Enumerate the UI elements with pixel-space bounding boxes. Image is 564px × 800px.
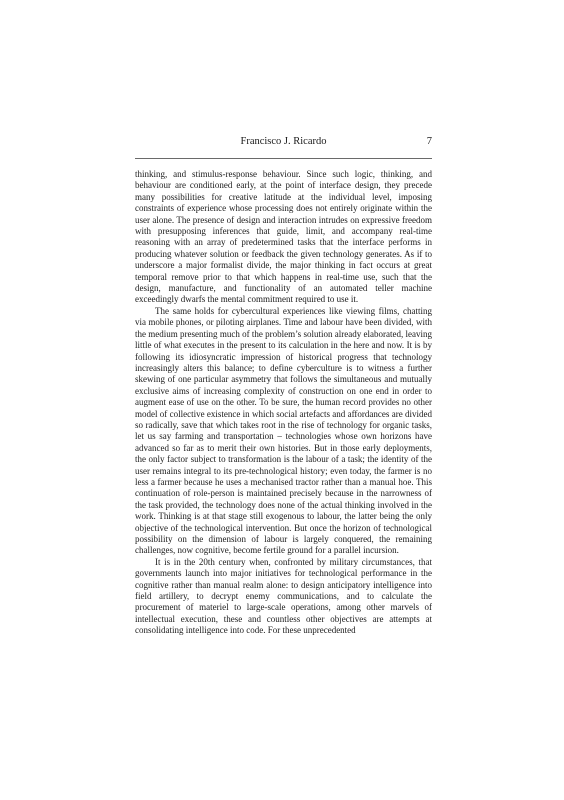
body-text	[135, 169, 432, 637]
paragraph-3: It is in the 20th century when, confronted by military circumstances, that governments launch into major initiatives for technological performance in the cognitive rather than manual realm alone: to design anticipatory intelligence into field artillery, to decrypt enemy communications, and to calculate the procurement of materiel to large-scale operations, among other marvels of intellectual execution, these and countless other objectives are attempts at consolidating intelligence into code. For these unprecedented	[135, 556, 432, 636]
header-author: Francisco J. Ricardo	[240, 136, 327, 147]
header-rule	[135, 158, 432, 159]
paragraph-1: thinking, and stimulus-response behaviour. Since such logic, thinking, and behaviour are conditioned early, at the point of interface design, they precede many possibilities for creative latitude at the individual level, imposing constraints of experience whose processing does not entirely originate within the user alone. The presence of design and interaction intrudes on expressive freedom with presupposing inferences that guide, limit, and accompany real-time reasoning with an array of predetermined tasks that the interface performs in producing whatever solution or feedback the given technology generates. As if to underscore a major formalist divide, the major thinking in fact occurs at great temporal remove prior to that which happens in real-time use, such that the design, manufacture, and functionality of an automated teller machine exceedingly dwarfs the mental commitment required to use it.	[135, 169, 432, 305]
paragraph-2: The same holds for cybercultural experiences like viewing films, chatting via mobile phones, or piloting airplanes. Time and labour have been divided, with the medium presenting much of the problem’s solution already elaborated, leaving little of what executes in the present to its calculation in the here and now. It is by following its idiosyncratic impression of historical progress that technology increasingly alters this balance; to define cyberculture is to witness a further skewing of one particular asymmetry that follows the simultaneous and mutually exclusive aims of increasing complexity of construction on one end in order to augment ease of use on the other. To be sure, the human record provides no other model of collective existence in which social artefacts and affordances are divided so radically, save that which takes root in the rise of technology for organic tasks, let us say farming and transportation – technologies whose own horizons have advanced so far as to merit their own histories. But in those early deployments, the only factor subject to transformation is the labour of a task; the identity of the user remains integral to its pre-technological history; even today, the farmer is no less a farmer because he uses a mechanised tractor rather than a manual hoe. This continuation of role-person is maintained precisely because in the narrowness of the task provided, the technology does none of the actual thinking involved in the work. Thinking is at that stage still exogenous to labour, the latter being the only objective of the technological intervention. But once the horizon of technological possibility on the dimension of labour is largely conquered, the remaining challenges, now cognitive, become fertile ground for a parallel incursion.	[135, 305, 432, 556]
page-number: 7	[426, 136, 432, 147]
